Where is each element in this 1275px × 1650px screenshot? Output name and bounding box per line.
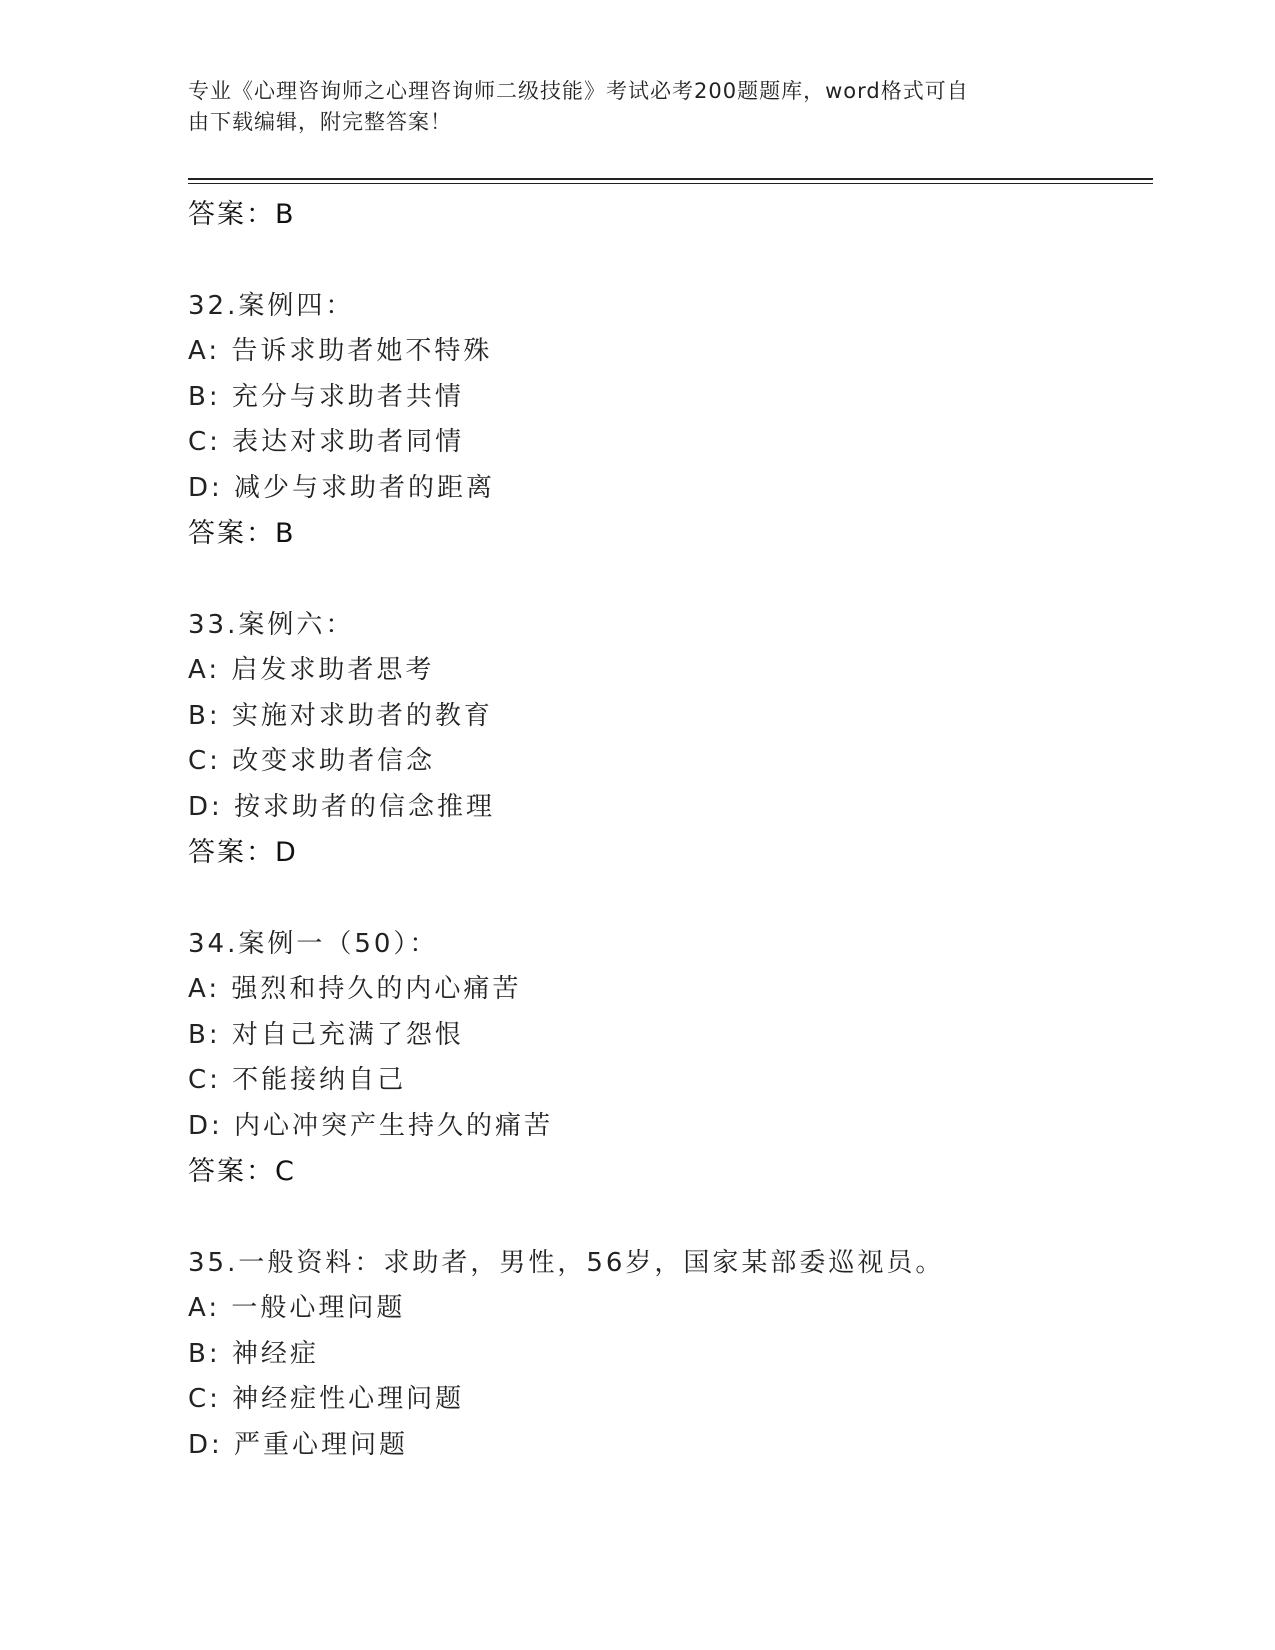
option-d: D: 减少与求助者的距离 (188, 472, 496, 503)
answer-line: 答案：B (188, 518, 296, 549)
question-33 (188, 603, 1148, 876)
header-line-1: 专业《心理咨询师之心理咨询师二级技能》考试必考200题题库，word格式可自 (188, 79, 969, 103)
document-header (188, 76, 1068, 138)
option-c: C: 表达对求助者同情 (188, 427, 465, 457)
document-body (188, 192, 1148, 1468)
option-c: C: 改变求助者信念 (188, 746, 436, 776)
spacer (188, 876, 1148, 922)
question-stem: 35.一般资料：求助者，男性，56岁，国家某部委巡视员。 (188, 1247, 945, 1278)
option-b: B: 对自己充满了怨恨 (188, 1019, 464, 1050)
question-32 (188, 284, 1148, 557)
option-a: A: 告诉求助者她不特殊 (188, 336, 493, 366)
answer-line: 答案：C (188, 1156, 296, 1187)
option-d: D: 严重心理问题 (188, 1429, 409, 1460)
option-b: B: 实施对求助者的教育 (188, 700, 493, 731)
spacer (188, 238, 1148, 284)
question-stem: 33.案例六： (188, 609, 355, 640)
answer-line: 答案：B (188, 199, 296, 230)
option-b: B: 充分与求助者共情 (188, 381, 464, 412)
option-c: C: 神经症性心理问题 (188, 1384, 465, 1414)
option-b: B: 神经症 (188, 1338, 319, 1369)
option-d: D: 内心冲突产生持久的痛苦 (188, 1110, 554, 1141)
question-35 (188, 1241, 1148, 1469)
question-34 (188, 922, 1148, 1195)
option-d: D: 按求助者的信念推理 (188, 791, 496, 822)
option-c: C: 不能接纳自己 (188, 1065, 407, 1095)
option-a: A: 强烈和持久的内心痛苦 (188, 974, 522, 1004)
option-a: A: 启发求助者思考 (188, 655, 435, 685)
header-line-2: 由下载编辑，附完整答案！ (188, 110, 452, 134)
question-stem: 34.案例一（50）： (188, 928, 439, 959)
header-divider-thick (188, 178, 1153, 180)
header-divider-thin (188, 183, 1153, 184)
spacer (188, 1195, 1148, 1241)
question-stem: 32.案例四： (188, 290, 355, 321)
answer-line: 答案：D (188, 837, 298, 868)
option-a: A: 一般心理问题 (188, 1293, 406, 1323)
spacer (188, 557, 1148, 603)
